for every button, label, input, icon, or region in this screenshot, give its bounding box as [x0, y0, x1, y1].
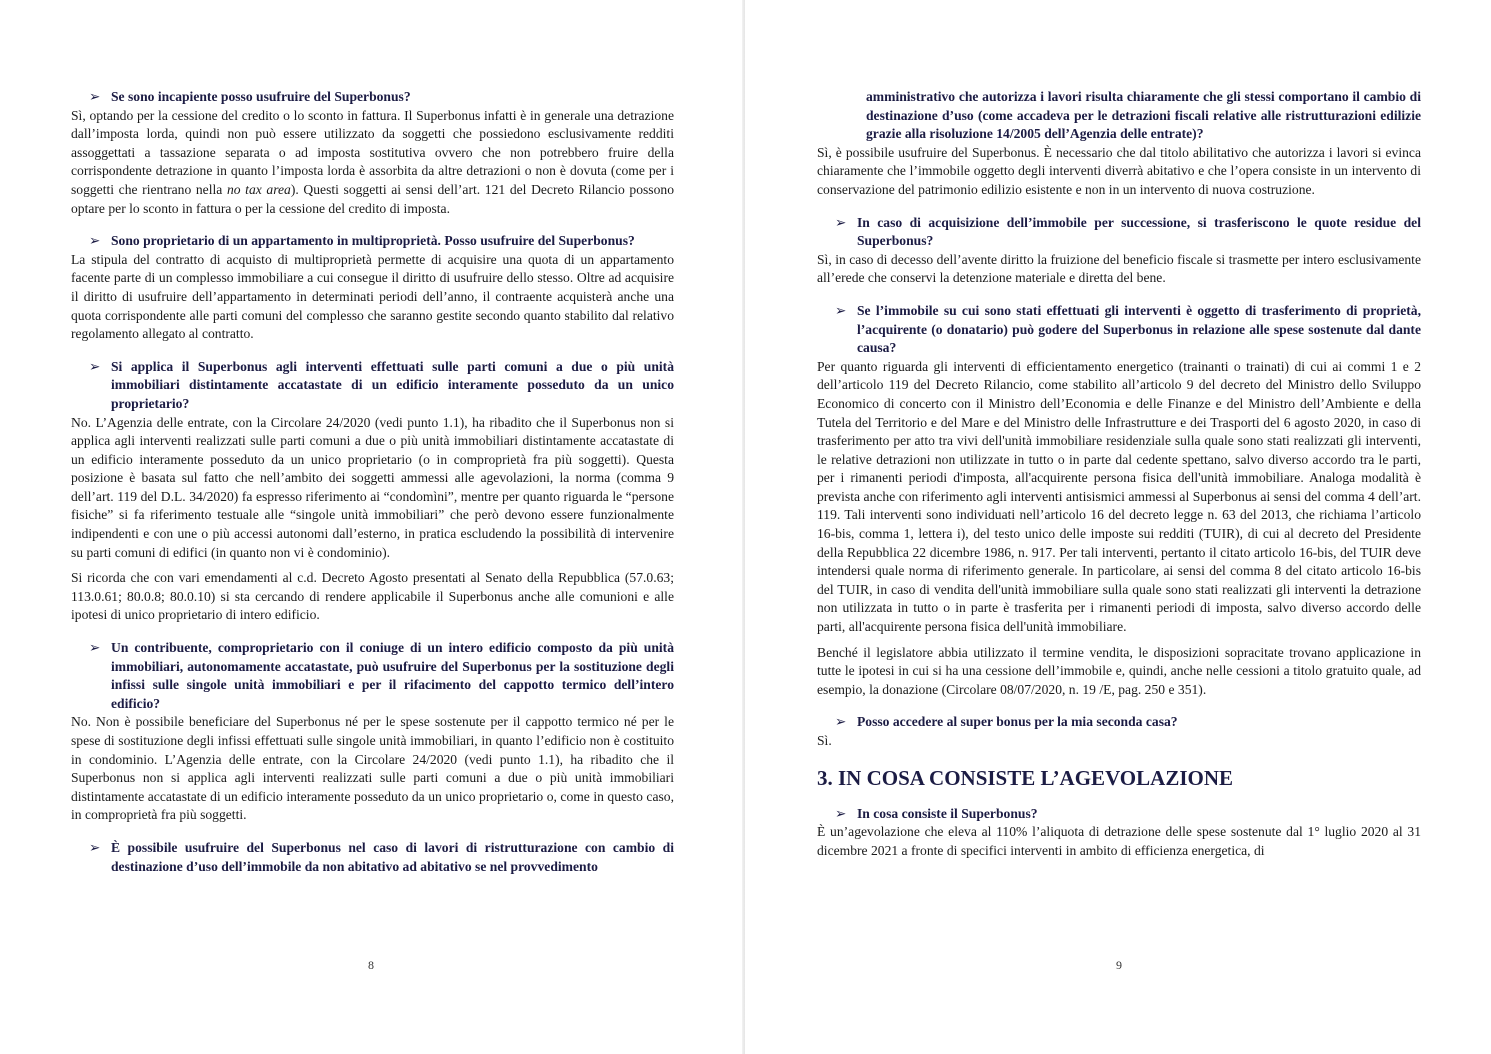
answer-cosa-consiste: È un’agevolazione che eleva al 110% l’aliquota di detrazione delle spese sostenute dal 1° luglio 2020 al 31 dicembre 2021 a fronte di specifici interventi in ambito di efficienza energetica, di — [817, 824, 1421, 858]
answer-cambio-destinazione: Sì, è possibile usufruire del Superbonus. È necessario che dal titolo abilitativo che autorizza i lavori si evinca chiaramente che l’immobile oggetto degli interventi diverrà abitativo e che l’opera consiste in un intervento di conservazione del patrimonio edilizio esistente e non in un intervento di nuova costruzione. — [817, 144, 1421, 197]
right-page — [745, 0, 1491, 1054]
arrow-bullet-icon: ➢ — [89, 89, 101, 104]
answer-comproprietario: No. Non è possibile beneficiare del Superbonus né per le spese sostenute per il cappotto termico né per le spese di sostituzione degli infissi effettuati sulle singole unità immobiliari, in quanto l’edificio non è costituito in condominio. L’Agenzia delle entrate, con la Circolare 24/2020 (vedi punto 1.1), ha ribadito che il Superbonus non si applica agli interventi realizzati sulle parti comuni a due o più unità immobiliari distintamente accatastate di un edificio interamente posseduto da un unico proprietario o, come in questo caso, in comproprietà fra più soggetti. — [71, 714, 674, 823]
left-page — [0, 0, 744, 1054]
arrow-bullet-icon: ➢ — [835, 214, 847, 230]
left-page-column — [71, 88, 674, 876]
question-trasferimento: ➢ Se l’immobile su cui sono stati effettuati gli interventi è oggetto di trasferimento di proprietà, l’acquirente (o donatario) può godere del Superbonus in relazione alle spese sostenute dal dante causa? — [835, 302, 1421, 356]
answer-trasferimento-vendita: Benché il legislatore abbia utilizzato il termine vendita, le disposizioni sopracitate trovano applicazione in tutte le ipotesi in cui si ha una cessione dell’immobile e, quindi, anche nelle cessioni a titolo gratuito quale, ad esempio, la donazione (Circolare 08/07/2020, n. 19 /E, pag. 250 e 351). — [817, 644, 1421, 697]
question-incapiente: ➢ Se sono incapiente posso usufruire del Superbonus? — [71, 88, 674, 107]
answer-trasferimento: Per quanto riguarda gli interventi di efficientamento energetico (trainanti o trainati) di cui ai commi 1 e 2 dell’articolo 119 del Decreto Rilancio, come stabilito all’articolo 9 del decreto del Ministro dello Sviluppo Economico di concerto con il Ministro dell’Economia e delle Finanze e del Ministro dell’Ambiente e della Tutela del Territorio e del Mare e del Ministro delle Infrastrutture e dei Trasporti del 6 agosto 2020, in caso di trasferimento per atto tra vivi dell'unità immobiliare residenziale sulla quale sono stati realizzati gli interventi, le relative detrazioni non utilizzate in tutto o in parte dal cedente spettano, salvo diverso accordo tra le parti, per i rimanenti periodi d'imposta, all'acquirente persona fisica dell'unità immobiliare. Analoga modalità è prevista anche con riferimento agli interventi antisismici ammessi al Superbonus ai sensi del comma 4 dell’art. 119. Tali interventi sono individuati nell’articolo 16 del decreto legge n. 63 del 2013, che richiama l’articolo 16-bis, comma 1, lettera i), del testo unico delle imposte sui redditi (TUIR), di cui al decreto del Presidente della Repubblica 22 dicembre 1986, n. 917. Per tali interventi, pertanto il citato articolo 16-bis, del TUIR deve intendersi quale norma di riferimento generale. In particolare, ai sensi del comma 8 del citato articolo 16-bis del TUIR, in caso di vendita dell'unità immobiliare sulla quale sono stati realizzati gli interventi la detrazione non utilizzata in tutto o in parte è trasferita per i rimanenti periodi di imposta, salvo diverso accordo delle parti, all'acquirente persona fisica dell'unità immobiliare. — [817, 358, 1421, 635]
question-cosa-consiste: ➢ In cosa consiste il Superbonus? — [817, 805, 1421, 824]
question-cambio-destinazione: ➢ È possibile usufruire del Superbonus nel caso di lavori di ristrutturazione con cambio di destinazione d’uso dell’immobile da non abitativo ad abitativo se nel provvedimento — [89, 839, 674, 874]
question-seconda-casa: ➢ Posso accedere al super bonus per la mia seconda casa? — [817, 713, 1421, 732]
question-comproprietario: ➢ Un contribuente, comproprietario con il coniuge di un intero edificio composto da più unità immobiliari, autonomamente accatastate, può usufruire del Superbonus per la sostituzione degli infissi sulle singole unità immobiliari e per il rifacimento del cappotto termico dell’intero edificio? — [89, 640, 674, 711]
arrow-bullet-icon: ➢ — [89, 640, 101, 656]
question-multiproprieta: ➢ Sono proprietario di un appartamento in multiproprietà. Posso usufruire del Superbonus? — [71, 232, 674, 251]
arrow-bullet-icon: ➢ — [89, 839, 101, 855]
question-parti-comuni: ➢ Si applica il Superbonus agli interventi effettuati sulle parti comuni a due o più unità immobiliari distintamente accatastate di un edificio interamente posseduto da un unico proprietario? — [89, 358, 674, 411]
arrow-bullet-icon: ➢ — [89, 233, 101, 249]
question-successione: ➢ In caso di acquisizione dell’immobile per successione, si trasferiscono le quote residue del Superbonus? — [835, 214, 1421, 249]
arrow-bullet-icon: ➢ — [835, 714, 847, 730]
arrow-bullet-icon: ➢ — [89, 358, 101, 374]
section-heading: 3. IN COSA CONSISTE L’AGEVOLAZIONE — [817, 765, 1234, 790]
page-number: 8 — [368, 958, 374, 972]
answer-decreto-agosto: Si ricorda che con vari emendamenti al c.d. Decreto Agosto presentati al Senato della Repubblica (57.0.63; 113.0.61; 80.0.8; 80.0.10) si sta cercando di rendere applicabile il Superbonus anche alle comunioni e alle ipotesi di unico proprietario di intero edificio. — [71, 570, 674, 623]
answer-parti-comuni: No. L’Agenzia delle entrate, con la Circolare 24/2020 (vedi punto 1.1), ha ribadito che il Superbonus non si applica agli interventi realizzati sulle parti comuni a due o più unità immobiliari distintamente accatastate di un edificio interamente posseduto da un unico proprietario (o in comproprietà fra più soggetti). Questa posizione è basata sul fatto che nell’ambito dei soggetti ammessi alle agevolazioni, la norma (comma 9 dell’art. 119 del D.L. 34/2020) fa espresso riferimento ai “condomìni”, mentre per quanto riguarda le “persone fisiche” si fa riferimento testuale alle “singole unità immobiliari” che però devono essere funzionalmente indipendenti e con une o più accessi autonomi dall’esterno, in pratica escludendo la possibilità di intervenire su parti comuni di edifici (in quanto non vi è condominio). — [71, 414, 674, 560]
arrow-bullet-icon: ➢ — [835, 302, 847, 318]
answer-incapiente: Sì, optando per la cessione del credito o lo sconto in fattura. Il Superbonus infatti è in generale una detrazione dall’imposta lorda, quindi non può essere utilizzato da soggetti che possiedono esclusivamente redditi assoggettati a tassazione separata o ad imposta sostitutiva ovvero che non potrebbero fruire della corrispondente detrazione in quanto l’imposta lorda è assorbita da altre detrazioni o non è dovuta (come per i soggetti che rientrano nella no tax area). Questi soggetti ai sensi dell’art. 121 del Decreto Rilancio possono optare per lo sconto in fattura o per la cessione del credito di imposta. — [71, 107, 674, 216]
arrow-bullet-icon: ➢ — [835, 805, 847, 821]
answer-successione: Sì, in caso di decesso dell’avente diritto la fruizione del beneficio fiscale si trasmette per intero esclusivamente all’erede che conservi la detenzione materiale e diretta del bene. — [817, 251, 1421, 286]
answer-seconda-casa: Sì. — [817, 733, 832, 748]
answer-multiproprieta: La stipula del contratto di acquisto di multiproprietà permette di acquisire una quota di un appartamento facente parte di un complesso immobiliare a cui consegue il diritto di usufruire dello stesso. Oltre ad acquisire il diritto di usufruire dell’appartamento in determinati periodi dell’anno, il contraente acquisterà anche una quota corrispondente alle parti comuni del complesso che saranno gestite secondo quanto stabilito dal relativo regolamento allegato al contratto. — [71, 251, 674, 342]
question-continuation: amministrativo che autorizza i lavori risulta chiaramente che gli stessi comportano il cambio di destinazione d’uso (come accadeva per le detrazioni fiscali relative alle ristrutturazioni edilizie grazie alla risoluzione 14/2005 dell’Agenzia delle entrate)? — [866, 89, 1421, 142]
right-page-column — [817, 88, 1421, 860]
page-number: 9 — [1116, 958, 1122, 972]
